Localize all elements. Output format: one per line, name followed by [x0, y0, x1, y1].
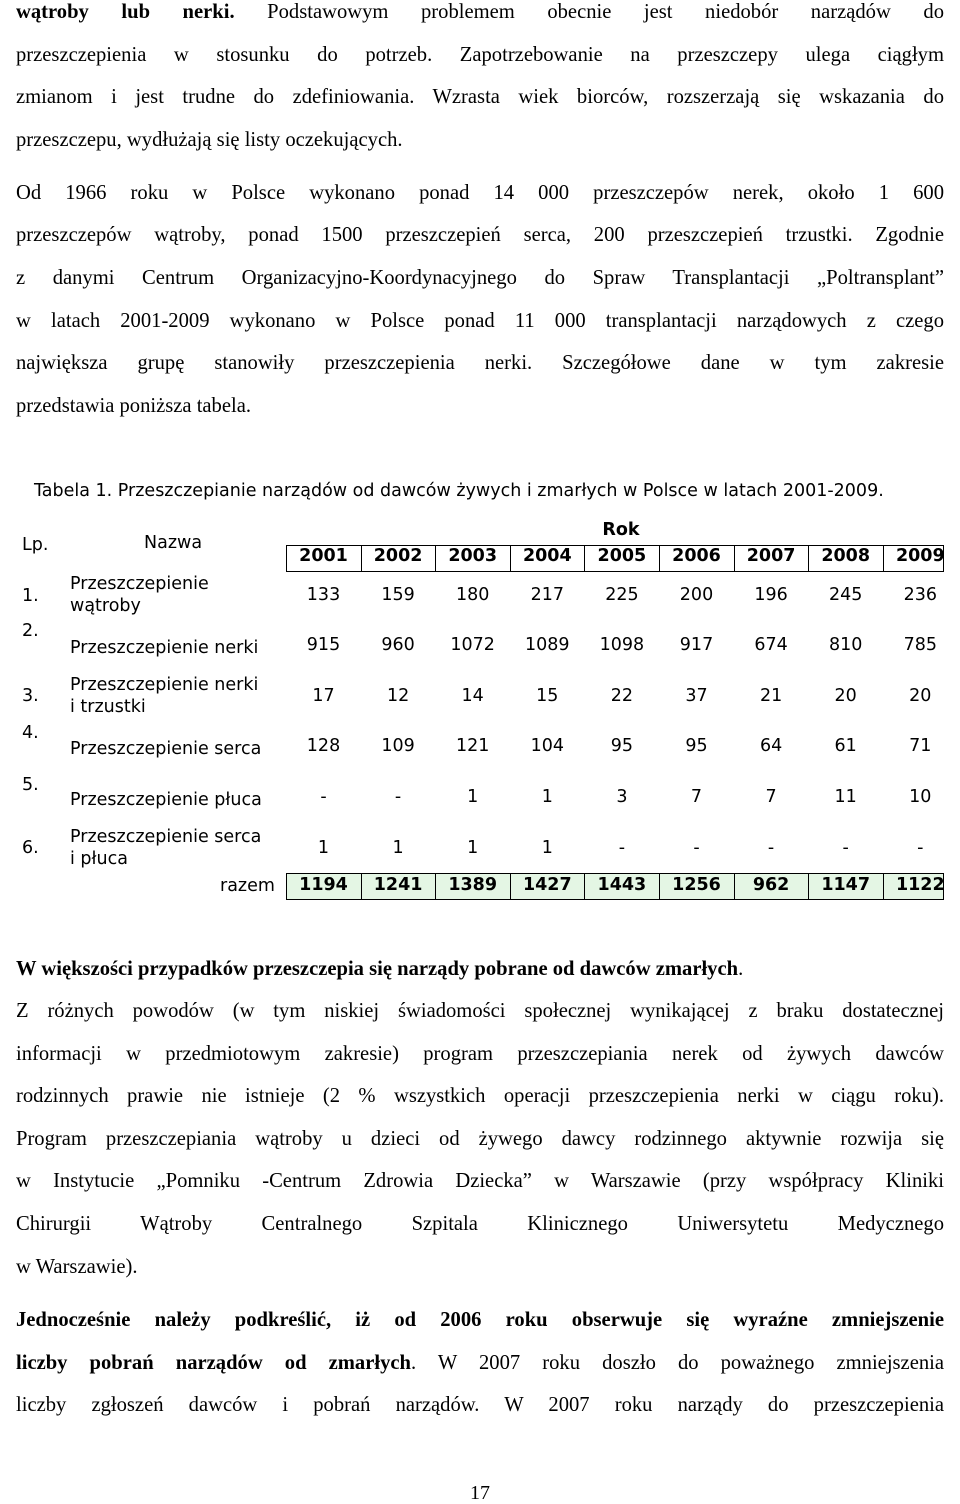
stats-paragraph-line-4: w latach 2001-2009 wykonano w Polsce ponad 11 000 transplantacji narządowych z czego [16, 310, 944, 332]
table-cell: 196 [754, 585, 788, 605]
top-paragraph-line-2: przeszczepienia w stosunku do potrzeb. Zapotrzebowanie na przeszczepy ulega ciągłym [16, 44, 944, 66]
table-cell: 180 [455, 585, 490, 605]
year-header-cell: 2008 [821, 546, 871, 566]
table-cell: 11 [834, 787, 857, 807]
table-cell: 95 [610, 736, 634, 756]
row-name-5: Przeszczepienie płuca [70, 790, 262, 810]
decline-paragraph-line-2 [16, 1353, 944, 1374]
total-column-divider [584, 873, 585, 900]
table-cell: 236 [903, 585, 937, 605]
table-cell: 104 [530, 736, 564, 756]
year-header-cell: 2003 [448, 546, 498, 566]
table-cell: 1 [317, 838, 330, 858]
table-cell: 1 [467, 787, 479, 807]
line-text: . W 2007 roku doszło do poważnego zmniejszenia [410, 1352, 944, 1374]
table-cell: 225 [605, 585, 639, 605]
table-cell: 61 [834, 736, 857, 756]
year-header-cell: 2002 [373, 546, 423, 566]
year-column-divider [659, 545, 660, 572]
name-line: Przeszczepienie [70, 574, 209, 594]
total-column-divider [361, 873, 362, 900]
table-cell: - [320, 787, 327, 807]
table-cell: 12 [386, 686, 410, 706]
total-column-divider [510, 873, 511, 900]
year-column-divider [435, 545, 436, 572]
table-cell: 674 [754, 635, 788, 655]
row-name-4: Przeszczepienie serca [70, 739, 262, 759]
row-lp-4: 4. [22, 723, 39, 743]
table-cell: 133 [306, 585, 341, 605]
year-column-divider [808, 545, 809, 572]
table-cell: 20 [909, 686, 932, 706]
table-cell: 1089 [525, 635, 570, 655]
year-column-divider [361, 545, 362, 572]
donor-paragraph-line-3: informacji w przedmiotowym zakresie) program przeszczepiania nerek od żywych dawców [16, 1043, 944, 1065]
table-cell: 121 [455, 736, 490, 756]
table-cell: 14 [461, 686, 484, 706]
stats-paragraph-line-1: Od 1966 roku w Polsce wykonano ponad 14 000 przeszczepów nerek, około 1 600 [16, 182, 944, 204]
bold-phrase: W większości przypadków przeszczepia się narządy pobrane od dawców zmarłych [16, 958, 739, 980]
year-header-cell: 2007 [746, 546, 796, 566]
year-header-cell: 2009 [895, 546, 945, 566]
table-cell: - [842, 838, 849, 858]
year-header-cell: 2004 [522, 546, 572, 566]
table-cell: 21 [759, 686, 783, 706]
table-cell: 1 [467, 838, 479, 858]
table-cell: 1 [392, 838, 404, 858]
stats-paragraph-line-2: przeszczepów wątroby, ponad 1500 przeszczepień serca, 200 przeszczepień trzustki. Zgodnie [16, 224, 944, 246]
year-header-cell: 2005 [597, 546, 647, 566]
table-cell: 917 [679, 635, 714, 655]
donor-paragraph-line-4: rodzinnych prawie nie istnieje (2 % wszystkich operacji przeszczepienia nerki w ciągu roku). [16, 1085, 944, 1107]
top-paragraph-line-1 [16, 2, 944, 23]
donor-paragraph-line-8: w Warszawie). [16, 1256, 138, 1278]
total-column-divider [435, 873, 436, 900]
decline-paragraph-line-1: Jednocześnie należy podkreślić, iż od 2006 roku obserwuje się wyraźne zmniejszenie [16, 1309, 944, 1331]
table-cell: 159 [381, 585, 415, 605]
top-paragraph-line-4: przeszczepu, wydłużają się listy oczekujących. [16, 129, 403, 151]
total-cell: 1147 [821, 875, 871, 895]
year-column-divider [883, 545, 884, 572]
table-cell: 1098 [599, 635, 645, 655]
table-cell: 20 [834, 686, 857, 706]
stats-paragraph-line-5: największa grupę stanowiły przeszczepienia nerki. Szczegółowe dane w tym zakresie [16, 352, 944, 374]
line-text: . [738, 958, 744, 980]
table-cell: 7 [690, 787, 703, 807]
row-lp-1: 1. [22, 586, 39, 606]
table-cell: 1 [541, 838, 553, 858]
total-cell: 1241 [373, 875, 423, 895]
table-cell: 71 [909, 736, 932, 756]
table-cell: 3 [616, 787, 628, 807]
name-line: i trzustki [70, 697, 146, 718]
table-cell: 95 [685, 736, 708, 756]
table-cell: 960 [381, 635, 415, 655]
header-lp: Lp. [22, 535, 49, 555]
line-text: Podstawowym problemem obecnie jest niedobór narządów do [267, 1, 944, 23]
bold-phrase: wątroby lub nerki. [16, 1, 235, 23]
decline-paragraph-line-3: liczby zgłoszeń dawców i pobrań narządów. W 2007 roku narządy do przeszczepienia [16, 1394, 944, 1416]
year-column-divider [510, 545, 511, 572]
row-lp-5: 5. [22, 775, 39, 795]
donor-paragraph-line-5: Program przeszczepiania wątroby u dzieci od żywego dawcy rodzinnego aktywnie rozwija się [16, 1128, 944, 1150]
table-cell: - [618, 838, 626, 858]
year-header-cell: 2001 [299, 546, 348, 566]
total-cell: 1427 [522, 875, 572, 895]
total-cell: 1256 [672, 875, 721, 895]
top-paragraph-line-3: zmianom i jest trudne do zdefiniowania. Wzrasta wiek biorców, rozszerzają się wskazania do [16, 86, 944, 108]
row-name-1 [70, 573, 209, 618]
table-cell: 200 [679, 585, 714, 605]
row-name-2: Przeszczepienie nerki [70, 638, 259, 658]
table-cell: - [917, 838, 924, 858]
table-cell: 7 [765, 787, 777, 807]
row-name-3 [70, 674, 258, 719]
row-name-6 [70, 826, 261, 871]
total-column-divider [734, 873, 735, 900]
donor-paragraph-line-7: Chirurgii Wątroby Centralnego Szpitala Klinicznego Uniwersytetu Medycznego [16, 1213, 944, 1235]
bold-phrase: liczby pobrań narządów od zmarłych [16, 1352, 411, 1374]
table-cell: - [767, 838, 775, 858]
row-lp-2: 2. [22, 621, 39, 641]
name-line: i płuca [70, 849, 128, 870]
table-cell: - [394, 787, 402, 807]
table-cell: 22 [610, 686, 634, 706]
table-cell: 10 [909, 787, 932, 807]
table-cell: 17 [312, 686, 335, 706]
total-label: razem [220, 876, 275, 896]
name-line: wątroby [70, 596, 141, 617]
donor-paragraph-line-6: w Instytucie „Pomniku -Centrum Zdrowia Dziecka” w Warszawie (przy współpracy Kliniki [16, 1170, 944, 1192]
donor-paragraph-line-2: Z różnych powodów (w tym niskiej świadomości społecznej wynikającej z braku dostatecznej [16, 1000, 944, 1022]
page-number: 17 [470, 1482, 490, 1504]
total-column-divider [808, 873, 809, 900]
year-header-cell: 2006 [672, 546, 721, 566]
header-year-group: Rok [602, 520, 640, 540]
table-cell: 915 [306, 635, 341, 655]
year-column-divider [584, 545, 585, 572]
donor-paragraph-line-1 [16, 959, 944, 980]
row-lp-3: 3. [22, 686, 39, 706]
stats-paragraph-line-3: z danymi Centrum Organizacyjno-Koordynacyjnego do Spraw Transplantacji „Poltransplant” [16, 267, 944, 289]
table-cell: - [693, 838, 700, 858]
table-cell: 15 [536, 686, 559, 706]
table-cell: 64 [759, 736, 783, 756]
total-cell: 962 [752, 875, 790, 895]
row-lp-6: 6. [22, 838, 39, 858]
total-cell: 1122 [895, 875, 945, 895]
table-cell: 109 [381, 736, 415, 756]
header-name: Nazwa [144, 533, 203, 553]
total-column-divider [883, 873, 884, 900]
total-cell: 1194 [299, 875, 348, 895]
table-cell: 785 [903, 635, 937, 655]
total-cell: 1389 [448, 875, 498, 895]
table-cell: 37 [685, 686, 708, 706]
table-cell: 245 [828, 585, 863, 605]
name-line: Przeszczepienie nerki [70, 675, 259, 695]
total-cell: 1443 [597, 875, 647, 895]
table-cell: 1 [541, 787, 553, 807]
total-column-divider [659, 873, 660, 900]
table-cell: 1072 [450, 635, 495, 655]
table-cell: 128 [306, 736, 341, 756]
year-column-divider [734, 545, 735, 572]
table-cell: 217 [530, 585, 564, 605]
name-line: Przeszczepienie serca [70, 827, 262, 847]
table-cell: 810 [828, 635, 863, 655]
stats-paragraph-line-6: przedstawia poniższa tabela. [16, 395, 251, 417]
table-caption: Tabela 1. Przeszczepianie narządów od dawców żywych i zmarłych w Polsce w latach 2001-2009. [34, 481, 884, 501]
